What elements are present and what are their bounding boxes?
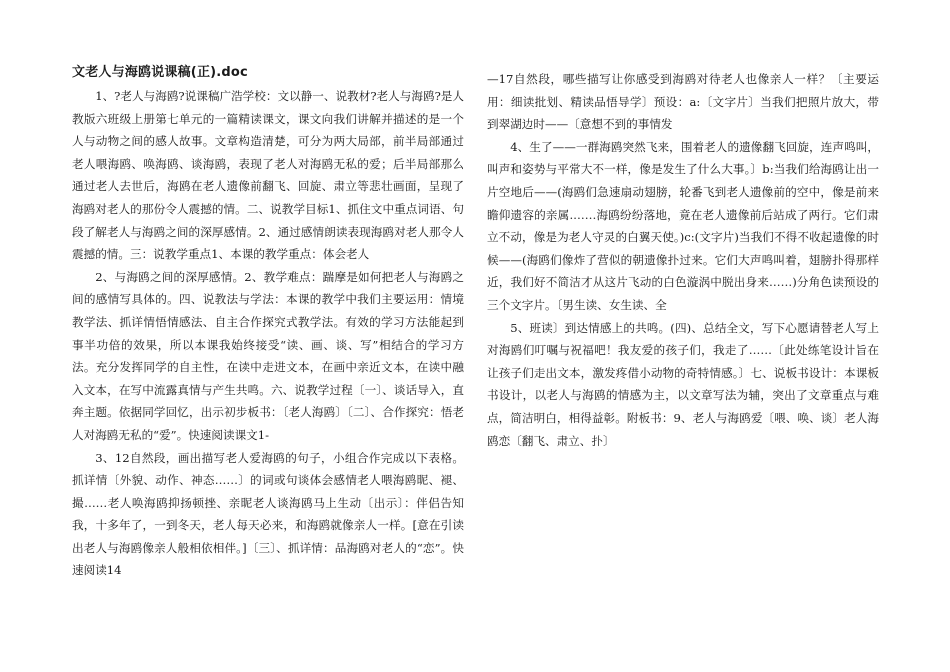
paragraph-1: 1、?老人与海鸥?说课稿广浩学校：文以静一、说教材?老人与海鸥?是人教版六班级上册第七单元的一篇精读课文，课文向我们讲解并描述的是一个人与动物之间的感人故事。文章构造清楚，可分为两大局部，前半局部通过老人喂海鸥、唤海鸥、谈海鸥，表现了老人对海鸥无私的爱；后半局部那么通过老人去世后，海鸥在老人遗像前翻飞、回旋、肃立等悲壮画面，呈现了海鸥对老人的那份令人震撼的情。二、说教学目标1、抓住文中重点词语、句段了解老人与海鸥之间的深厚感情。2、通过感情朗读表现海鸥对老人那令人震撼的情。三：说教学重点1、本课的教学重点：体会老人	[72, 89, 464, 262]
paragraph-4: 4、生了——一群海鸥突然飞来，围着老人的遗像翻飞回旋，连声鸣叫，叫声和姿势与平常大不一样，像是发生了什么大事。〕b:当我们给海鸥让出一片空地后——(海鸥们急速扇动翅膀，轮番飞到老人遗像前的空中，像是前来瞻仰遗容的亲属.……海鸥纷纷落地，竟在老人遗像前后站成了两行。它们肃立不动，像是为老人守灵的白翼天使。)c:(文字片)当我们不得不收起遗像的时候——(海鸥们像炸了营似的朝遗像扑过来。它们大声鸣叫着，翅膀扑得那样近，我们好不简洁才从这片飞动的白色漩涡中脱出身来……)分角色读预设的三个文字片。〔男生读、女生读、全	[487, 139, 879, 312]
paragraph-3: 3、12自然段，画出描写老人爱海鸥的句子，小组合作完成以下表格。抓详情〔外貌、动作、神态……〕的词或句谈体会感情老人喂海鸥昵、褪、撮……老人唤海鸥抑扬顿挫、亲昵老人谈海鸥马上生动〔出示〕：伴侣告知我，十多年了，一到冬天，老人每天必来，和海鸥就像亲人一样。[意在引读出老人与海鸥像亲人般相依相伴。]〔三〕、抓详情：品海鸥对老人的“恋”。快速阅读14	[72, 450, 464, 578]
document-title: 文老人与海鸥说课稿(正).doc	[72, 65, 248, 80]
paragraph-2: 2、与海鸥之间的深厚感情。2、教学难点：踹摩是如何把老人与海鸥之间的感情写具体的。四、说教法与学法：本课的教学中我们主要运用：情境教学法、抓详情悟情感法、自主合作探究式教学法。有效的学习方法能起到事半功倍的效果，所以本课我始终接受“读、画、谈、写”相结合的学习方法。充分发挥同学的自主性，在读中走进文本，在画中亲近文本，在读中融入文本，在写中流露真情与产生共鸣。六、说教学过程〔一〕、谈话导入，直奔主题。依据同学回忆，出示初步板书：〔老人海鸥〕〔二〕、合作探究：悟老人对海鸥无私的“爱”。快速阅读课文1-	[72, 269, 464, 442]
paragraph-3-continued: —17自然段，哪些描写让你感受到海鸥对待老人也像亲人一样？〔主要运用：细读批划、精读品悟导学〕预设：a:〔文字片〕当我们把照片放大，带到翠湖边时——〔意想不到的事情发	[487, 72, 879, 132]
right-column	[487, 68, 879, 452]
left-column	[72, 62, 464, 582]
paragraph-5: 5、班读〕到达情感上的共鸣。(四)、总结全文，写下心愿请替老人写上对海鸥们叮嘱与祝福吧！我友爱的孩子们，我走了……〔此处练笔设计旨在让孩子们走出文本，激发疼借小动物的奇特情感。〕七、说板书设计：本课板书设计，以老人与海鸥的情感为主，以文章写法为辅，突出了文章重点与难点，简洁明白，相得益彰。附板书：9、老人与海鸥爱〔喂、唤、谈〕老人海鸥恋〔翻飞、肃立、扑〕	[487, 320, 879, 448]
